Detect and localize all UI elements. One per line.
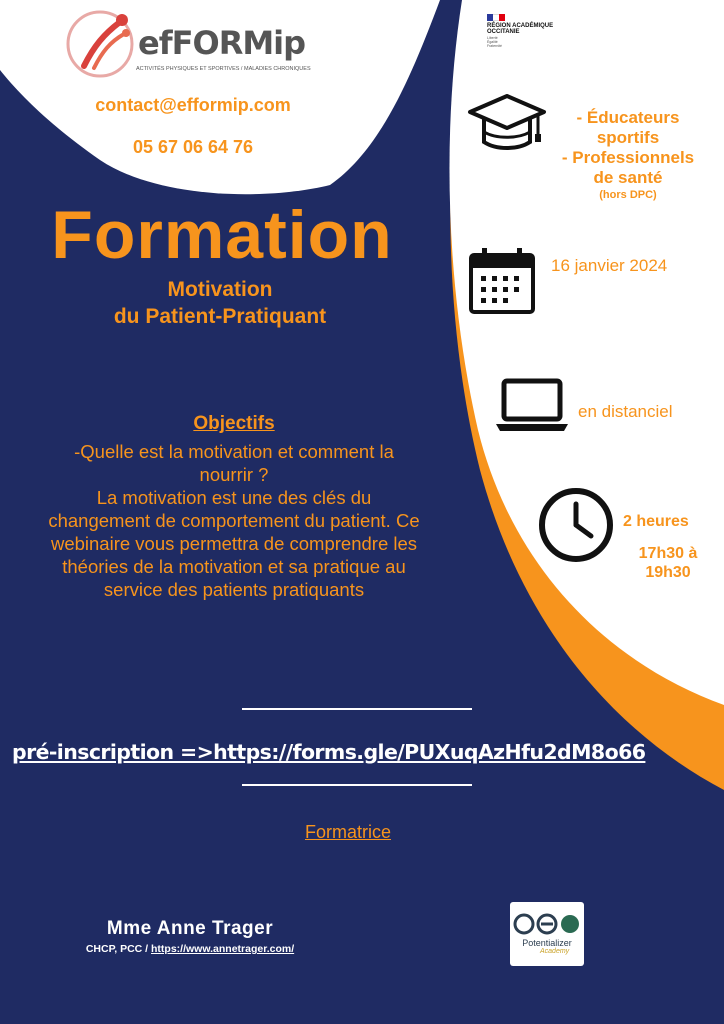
audience-line3: - Professionnels <box>561 148 695 167</box>
duration-time1: 17h30 à <box>638 545 698 562</box>
trainer-credentials-text: CHCP, PCC / <box>85 943 151 955</box>
region-motto: Liberté Égalité Fraternité <box>487 36 502 49</box>
objectives-heading: Objectifs <box>193 413 275 434</box>
calendar-icon <box>467 246 537 316</box>
trainer-heading: Formatrice <box>304 822 391 842</box>
region-line2: OCCITANIE <box>487 29 520 35</box>
duration-text: 2 heures <box>623 513 689 530</box>
audience-line1: - Éducateurs <box>576 108 680 127</box>
audience-line2: sportifs <box>596 128 660 147</box>
subtitle-line1: Motivation <box>167 278 273 301</box>
logo-swoosh-icon <box>64 6 136 78</box>
objectives-line: changement de comportement du patient. Ce <box>48 510 420 531</box>
flag-icon <box>487 14 505 21</box>
objectives-line: nourrir ? <box>199 464 269 485</box>
potentializer-sub: Academy <box>540 948 570 955</box>
logo-brand: efFORMip <box>138 24 306 62</box>
audience-line4: de santé <box>593 168 663 187</box>
subtitle-line2: du Patient-Pratiquant <box>113 305 327 328</box>
potentializer-name: Potentializer <box>522 938 572 948</box>
objectives-line: webinaire vous permettra de comprendre les <box>50 533 418 554</box>
laptop-icon <box>494 378 570 434</box>
region-line1: RÉGION ACADÉMIQUE <box>487 23 554 29</box>
duration-time2: 19h30 <box>645 564 691 581</box>
objectives-line: -Quelle est la motivation et comment la <box>74 441 394 462</box>
objectives-line: service des patients pratiquants <box>103 579 365 600</box>
trainer-website-link[interactable]: https://www.annetrager.com/ <box>151 943 295 955</box>
graduation-cap-icon <box>466 92 548 156</box>
audience-note: (hors DPC) <box>599 189 657 201</box>
objectives-line: théories de la motivation et sa pratique au <box>62 556 406 577</box>
potentializer-dials-icon <box>510 902 584 942</box>
clock-icon <box>537 486 615 564</box>
contact-phone[interactable]: 05 67 06 64 76 <box>132 137 254 157</box>
region-academique-logo <box>487 14 577 49</box>
audience-text <box>538 108 718 202</box>
logo-tagline: ACTIVITÉS PHYSIQUES ET SPORTIVES / MALADIES CHRONIQUES <box>136 66 311 72</box>
registration-link[interactable]: pré-inscription =>https://forms.gle/PUXuqAzHfu2dM8o66 <box>12 740 646 764</box>
divider-bottom <box>242 784 472 786</box>
objectives-text <box>4 440 464 601</box>
trainer-name: Mme Anne Trager <box>106 918 274 939</box>
divider-top <box>242 708 472 710</box>
objectives-line: La motivation est une des clés du <box>96 487 372 508</box>
efformip-logo <box>64 6 324 80</box>
contact-email[interactable]: contact@efformip.com <box>95 95 291 115</box>
date-text: 16 janvier 2024 <box>551 256 668 275</box>
page-title: Formation <box>51 197 393 273</box>
trainer-credentials <box>40 943 340 955</box>
potentializer-logo <box>510 902 584 966</box>
mode-text: en distanciel <box>578 402 673 421</box>
